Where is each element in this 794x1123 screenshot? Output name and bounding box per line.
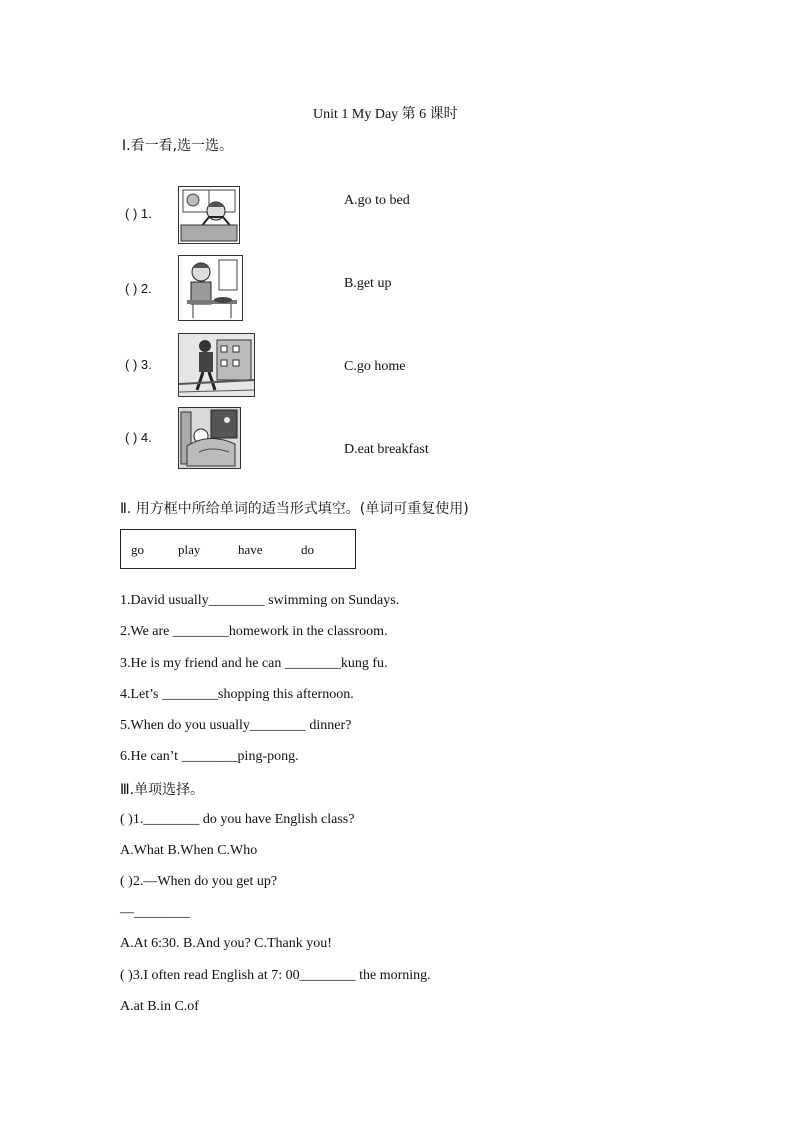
- question-2-answer-line: —________: [120, 905, 190, 920]
- sentence-1: 1.David usually________ swimming on Sundays.: [120, 593, 400, 608]
- item-3-label: ( ) 3.: [125, 357, 152, 372]
- question-2-options: A.At 6:30. B.And you? C.Thank you!: [120, 936, 332, 951]
- item-2-label: ( ) 2.: [125, 281, 152, 296]
- sentence-3: 3.He is my friend and he can ________kung fu.: [120, 656, 388, 671]
- word-box: [120, 529, 356, 569]
- picture-go-home: [178, 333, 255, 397]
- sentence-2: 2.We are ________homework in the classroom.: [120, 624, 388, 639]
- question-3-options: A.at B.in C.of: [120, 999, 199, 1014]
- question-1-options: A.What B.When C.Who: [120, 843, 258, 858]
- word-play: play: [178, 542, 201, 557]
- option-d: D.eat breakfast: [344, 442, 429, 457]
- item-4-label: ( ) 4.: [125, 430, 152, 445]
- picture-eat-breakfast: [178, 255, 243, 321]
- item-1-label: ( ) 1.: [125, 206, 152, 221]
- section-2-heading: Ⅱ. 用方框中所给单词的适当形式填空。(单词可重复使用): [120, 501, 469, 517]
- sentence-6: 6.He can’t ________ping-pong.: [120, 749, 299, 764]
- word-have: have: [238, 542, 263, 557]
- picture-get-up: [178, 186, 240, 244]
- option-b: B.get up: [344, 276, 392, 291]
- section-1-heading: Ⅰ.看一看,选一选。: [122, 138, 234, 154]
- picture-go-to-bed: [178, 407, 241, 469]
- option-c: C.go home: [344, 359, 406, 374]
- section-3-heading: Ⅲ.单项选择。: [120, 782, 205, 798]
- word-do: do: [301, 542, 314, 557]
- option-a: A.go to bed: [344, 193, 410, 208]
- page-title: Unit 1 My Day 第 6 课时: [313, 107, 458, 122]
- word-go: go: [131, 542, 144, 557]
- question-1: ( )1.________ do you have English class?: [120, 812, 355, 827]
- sentence-4: 4.Let’s ________shopping this afternoon.: [120, 687, 354, 702]
- question-3: ( )3.I often read English at 7: 00________ the morning.: [120, 968, 431, 983]
- sentence-5: 5.When do you usually________ dinner?: [120, 718, 352, 733]
- question-2: ( )2.—When do you get up?: [120, 874, 278, 889]
